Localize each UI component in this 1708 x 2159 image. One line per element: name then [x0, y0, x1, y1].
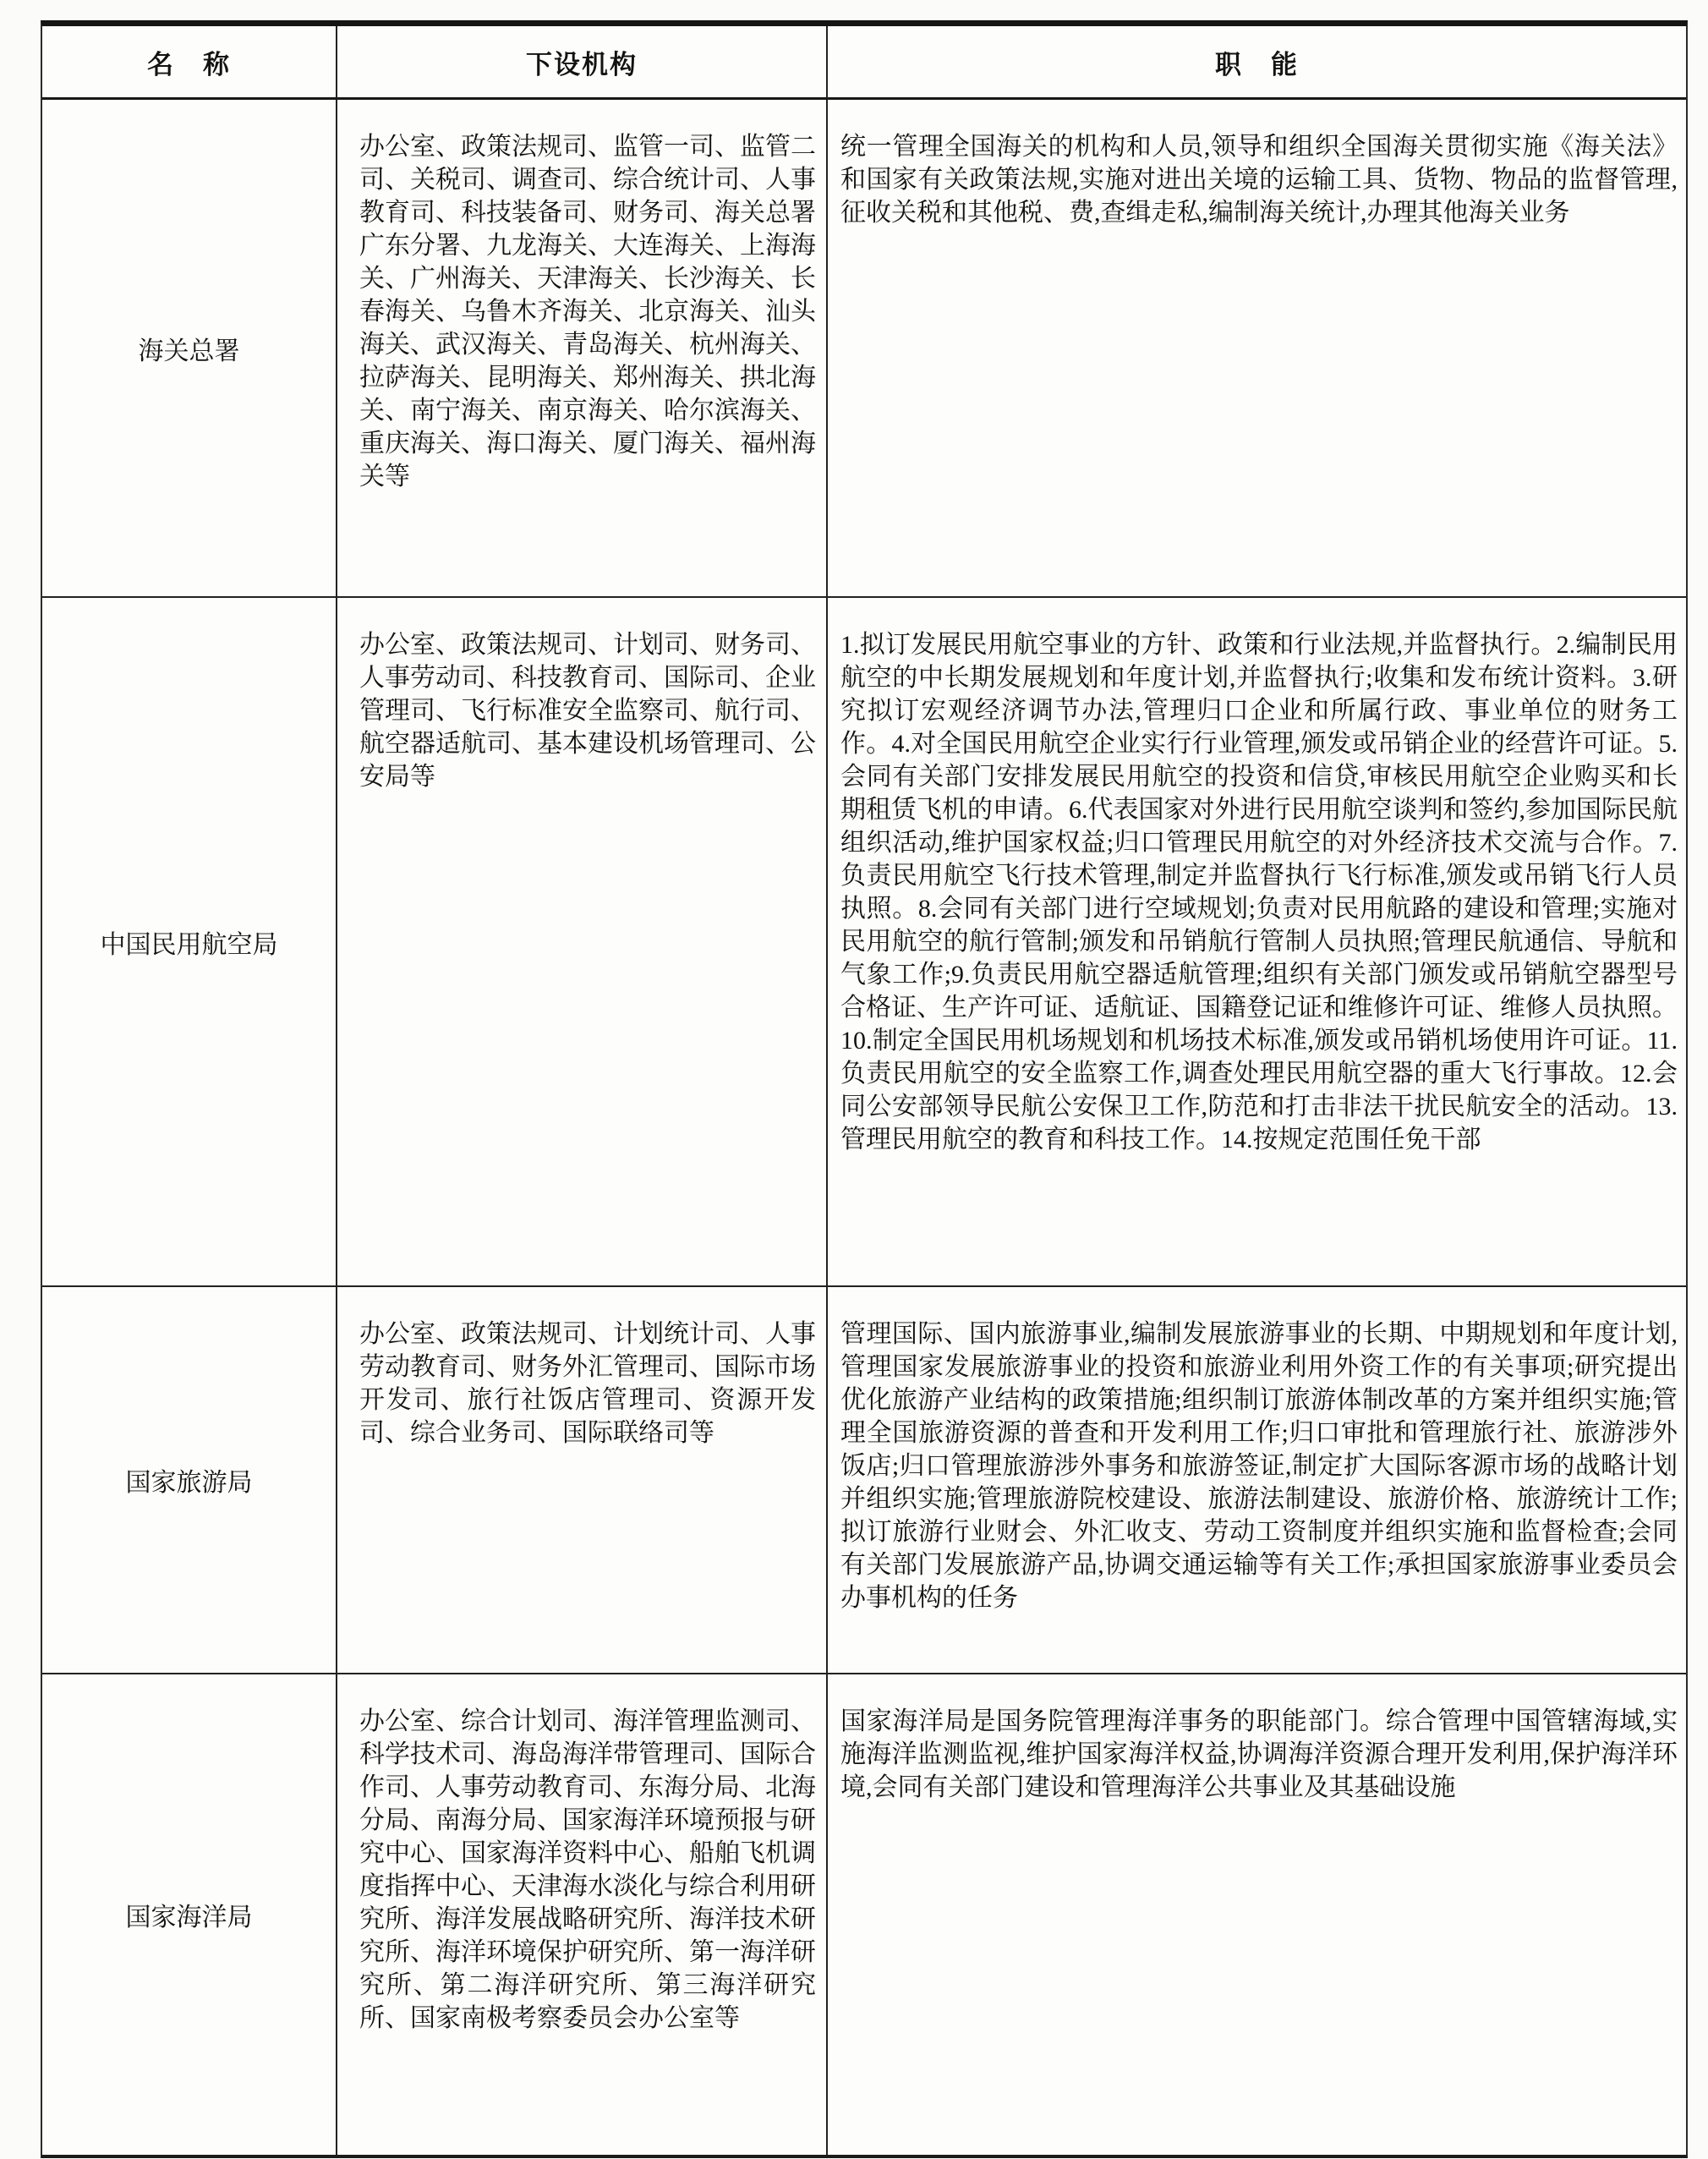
subordinate-organs-cell: 办公室、政策法规司、监管一司、监管二司、关税司、调查司、综合统计司、人事教育司、科技装备司、财务司、海关总署广东分署、九龙海关、大连海关、上海海关、广州海关、天津海关、长沙海关、长春海关、乌鲁木齐海关、北京海关、汕头海关、武汉海关、青岛海关、杭州海关、拉萨海关、昆明海关、郑州海关、拱北海关、南宁海关、南京海关、哈尔滨海关、重庆海关、海口海关、厦门海关、福州海关等	[337, 100, 828, 598]
agency-name-cell: 国家旅游局	[42, 1287, 337, 1674]
column-header-functions: 职 能	[828, 26, 1686, 100]
column-header-name: 名 称	[42, 26, 337, 100]
subordinate-organs-cell: 办公室、综合计划司、海洋管理监测司、科学技术司、海岛海洋带管理司、国际合作司、人事劳动教育司、东海分局、北海分局、南海分局、国家海洋环境预报与研究中心、国家海洋资料中心、船舶飞机调度指挥中心、天津海水淡化与综合利用研究所、海洋发展战略研究所、海洋技术研究所、海洋环境保护研究所、第一海洋研究所、第二海洋研究所、第三海洋研究所、国家南极考察委员会办公室等	[337, 1674, 828, 2155]
column-header-organs: 下设机构	[337, 26, 828, 100]
functions-cell: 国家海洋局是国务院管理海洋事务的职能部门。综合管理中国管辖海域,实施海洋监测监视,维护国家海洋权益,协调海洋资源合理开发利用,保护海洋环境,会同有关部门建设和管理海洋公共事业及其基础设施	[840, 1707, 1678, 1801]
subordinate-organs-cell: 办公室、政策法规司、计划统计司、人事劳动教育司、财务外汇管理司、国际市场开发司、旅行社饭店管理司、资源开发司、综合业务司、国际联络司等	[337, 1287, 828, 1674]
functions-cell: 1.拟订发展民用航空事业的方针、政策和行业法规,并监督执行。2.编制民用航空的中长期发展规划和年度计划,并监督执行;收集和发布统计资料。3.研究拟订宏观经济调节办法,管理归口企业和所属行政、事业单位的财务工作。4.对全国民用航空企业实行行业管理,颁发或吊销企业的经营许可证。5.会同有关部门安排发展民用航空的投资和信贷,审核民用航空企业购买和长期租赁飞机的申请。6.代表国家对外进行民用航空谈判和签约,参加国际民航组织活动,维护国家权益;归口管理民用航空的对外经济技术交流与合作。7.负责民用航空飞行技术管理,制定并监督执行飞行标准,颁发或吊销飞行人员执照。8.会同有关部门进行空域规划;负责对民用航路的建设和管理;实施对民用航空的航行管制;颁发和吊销航行管制人员执照;管理民航通信、导航和气象工作;9.负责民用航空器适航管理;组织有关部门颁发或吊销航空器型号合格证、生产许可证、适航证、国籍登记证和维修许可证、维修人员执照。10.制定全国民用机场规划和机场技术标准,颁发或吊销机场使用许可证。11.负责民用航空的安全监察工作,调查处理民用航空器的重大飞行事故。12.会同公安部领导民航公安保卫工作,防范和打击非法干扰民航安全的活动。13.管理民用航空的教育和科技工作。14.按规定范围任免干部	[828, 598, 1686, 1287]
agencies-table	[41, 20, 1688, 2158]
agency-name-cell: 国家海洋局	[42, 1674, 337, 2155]
agency-name-cell: 海关总署	[42, 100, 337, 598]
functions-cell: 统一管理全国海关的机构和人员,领导和组织全国海关贯彻实施《海关法》和国家有关政策法规,实施对进出关境的运输工具、货物、物品的监督管理,征收关税和其他税、费,查缉走私,编制海关统计,办理其他海关业务	[828, 100, 1686, 598]
functions-cell: 管理国际、国内旅游事业,编制发展旅游事业的长期、中期规划和年度计划,管理国家发展旅游事业的投资和旅游业利用外资工作的有关事项;研究提出优化旅游产业结构的政策措施;组织制订旅游体制改革的方案并组织实施;管理全国旅游资源的普查和开发利用工作;归口审批和管理旅行社、旅游涉外饭店;归口管理旅游涉外事务和旅游签证,制定扩大国际客源市场的战略计划并组织实施;管理旅游院校建设、旅游法制建设、旅游价格、旅游统计工作;拟订旅游行业财会、外汇收支、劳动工资制度并组织实施和监督检查;会同有关部门发展旅游产品,协调交通运输等有关工作;承担国家旅游事业委员会办事机构的任务	[828, 1287, 1686, 1674]
agency-name-cell: 中国民用航空局	[42, 598, 337, 1287]
subordinate-organs-cell: 办公室、政策法规司、计划司、财务司、人事劳动司、科技教育司、国际司、企业管理司、飞行标准安全监察司、航行司、航空器适航司、基本建设机场管理司、公安局等	[337, 598, 828, 1287]
